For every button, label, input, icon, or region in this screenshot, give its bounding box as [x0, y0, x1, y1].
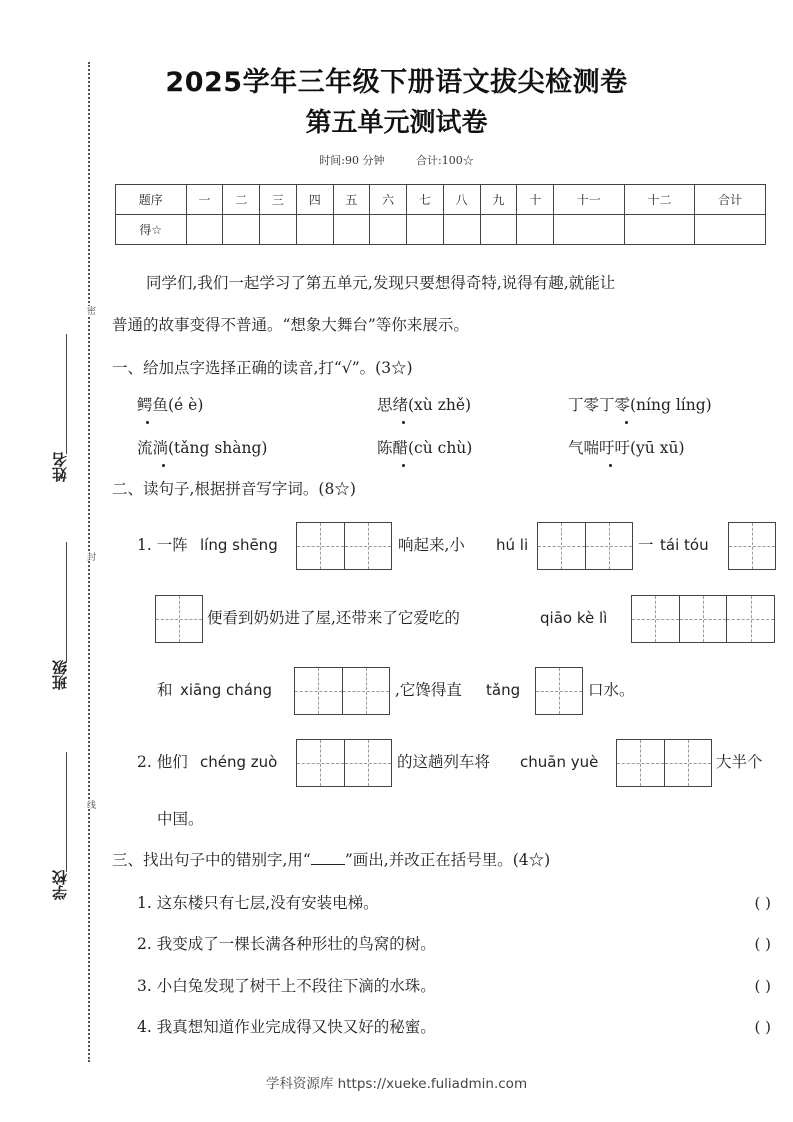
score-cell[interactable] — [333, 215, 370, 245]
name-label: 姓名 — [51, 452, 69, 482]
score-cell[interactable] — [407, 215, 444, 245]
score-value-row — [116, 215, 766, 245]
name-blank[interactable] — [66, 334, 67, 454]
answer-parentheses[interactable]: ( ) — [754, 977, 771, 995]
exam-total: 合计:100☆ — [416, 154, 474, 167]
answer-grid[interactable] — [631, 595, 775, 643]
section2-heading: 二、读句子,根据拼音写字词。(8☆) — [112, 480, 356, 498]
emphasis-dot — [402, 464, 405, 467]
intro-line-1: 同学们,我们一起学习了第五单元,发现只要想得奇特,说得有趣,就能让 — [146, 274, 616, 292]
answer-grid[interactable] — [294, 667, 390, 715]
score-header-cell: 四 — [296, 185, 333, 215]
seal-mark-mi: 密 — [85, 306, 95, 315]
score-header-cell: 七 — [407, 185, 444, 215]
score-cell[interactable] — [517, 215, 554, 245]
section3-heading-a: 三、找出句子中的错别字,用“ — [112, 851, 311, 869]
score-table — [115, 184, 766, 245]
pinyin-prompt: xiāng cháng — [180, 681, 273, 699]
score-header-cell: 九 — [480, 185, 517, 215]
pinyin-prompt: hú li — [496, 536, 529, 554]
page-title: 2025学年三年级下册语文拔尖检测卷 — [165, 67, 628, 98]
footer-watermark: 学科资源库 https://xueke.fuliadmin.com — [265, 1076, 528, 1092]
school-blank[interactable] — [66, 752, 67, 872]
reading-item: 陈醋(cù chù) — [377, 439, 473, 457]
score-header-cell: 题序 — [116, 185, 187, 215]
score-header-cell: 合计 — [695, 185, 766, 215]
sentence-text: 和 — [157, 681, 173, 699]
sentence-text: 的这趟列车将 — [397, 753, 491, 771]
exam-info — [0, 152, 793, 168]
reading-item: 思绪(xù zhě) — [377, 396, 472, 414]
answer-parentheses[interactable]: ( ) — [754, 1018, 771, 1036]
score-header-cell: 二 — [223, 185, 260, 215]
emphasis-dot — [146, 421, 149, 424]
answer-grid[interactable] — [535, 667, 583, 715]
pinyin-prompt: líng shēng — [200, 536, 278, 554]
section1-heading: 一、给加点字选择正确的读音,打“√”。(3☆) — [112, 359, 413, 377]
score-cell[interactable] — [695, 215, 766, 245]
exam-time: 时间:90 分钟 — [319, 154, 385, 167]
reading-item: 鳄鱼(é è) — [137, 396, 204, 414]
section3-heading-b: ”画出,并改正在括号里。(4☆) — [344, 851, 551, 869]
underline-sample — [311, 852, 345, 865]
score-header-row — [116, 185, 766, 215]
score-cell[interactable] — [186, 215, 223, 245]
sentence-text: 口水。 — [588, 681, 635, 699]
q1-prefix: 1. 一阵 — [137, 536, 188, 554]
pinyin-prompt: chuān yuè — [520, 753, 599, 771]
pinyin-prompt: chéng zuò — [200, 753, 278, 771]
correction-item[interactable]: 2. 我变成了一棵长满各种形壮的鸟窝的树。 — [137, 935, 436, 953]
class-label: 班级 — [51, 660, 69, 690]
sentence-text: 中国。 — [157, 810, 204, 828]
score-cell[interactable] — [296, 215, 333, 245]
sentence-text: 一 — [638, 536, 654, 554]
seal-mark-xian: 线 — [85, 800, 95, 809]
intro-line-2: 普通的故事变得不普通。“想象大舞台”等你来展示。 — [112, 316, 469, 334]
score-cell[interactable] — [260, 215, 297, 245]
school-label: 学校 — [51, 870, 69, 900]
score-cell[interactable] — [624, 215, 695, 245]
score-cell[interactable] — [223, 215, 260, 245]
emphasis-dot — [402, 421, 405, 424]
correction-item[interactable]: 4. 我真想知道作业完成得又快又好的秘蜜。 — [137, 1018, 436, 1036]
answer-parentheses[interactable]: ( ) — [754, 894, 771, 912]
class-blank[interactable] — [66, 542, 67, 662]
correction-item[interactable]: 3. 小白兔发现了树干上不段往下滴的水珠。 — [137, 977, 436, 995]
sentence-text: 响起来,小 — [398, 536, 465, 554]
emphasis-dot — [162, 464, 165, 467]
answer-grid[interactable] — [728, 522, 776, 570]
answer-grid[interactable] — [296, 739, 392, 787]
answer-parentheses[interactable]: ( ) — [754, 935, 771, 953]
score-header-cell: 一 — [186, 185, 223, 215]
q2-prefix: 2. 他们 — [137, 753, 188, 771]
binding-dotted-line — [88, 62, 90, 1062]
emphasis-dot — [625, 421, 628, 424]
sentence-text: 便看到奶奶进了屋,还带来了它爱吃的 — [207, 609, 460, 627]
seal-mark-feng: 封 — [85, 552, 95, 561]
reading-item: 气喘吁吁(yū xū) — [568, 439, 685, 457]
score-header-cell: 十 — [517, 185, 554, 215]
pinyin-prompt: tái tóu — [660, 536, 709, 554]
reading-item: 丁零丁零(níng líng) — [568, 396, 712, 414]
score-header-cell: 五 — [333, 185, 370, 215]
score-cell[interactable] — [443, 215, 480, 245]
correction-item[interactable]: 1. 这东楼只有七层,没有安装电梯。 — [137, 894, 379, 912]
score-cell[interactable] — [480, 215, 517, 245]
score-header-cell: 三 — [260, 185, 297, 215]
answer-grid[interactable] — [155, 595, 203, 643]
reading-item: 流淌(tǎng shàng) — [137, 439, 268, 457]
score-row-label: 得☆ — [116, 215, 187, 245]
score-cell[interactable] — [370, 215, 407, 245]
emphasis-dot — [609, 464, 612, 467]
score-cell[interactable] — [553, 215, 624, 245]
sentence-text: 大半个 — [716, 753, 763, 771]
section3-heading — [112, 852, 550, 869]
score-header-cell: 六 — [370, 185, 407, 215]
sentence-text: ,它馋得直 — [395, 681, 462, 699]
answer-grid[interactable] — [296, 522, 392, 570]
score-header-cell: 十二 — [624, 185, 695, 215]
score-header-cell: 十一 — [553, 185, 624, 215]
page-subtitle: 第五单元测试卷 — [305, 108, 488, 138]
score-header-cell: 八 — [443, 185, 480, 215]
pinyin-prompt: tǎng — [486, 681, 521, 699]
pinyin-prompt: qiāo kè lì — [540, 609, 608, 627]
answer-grid[interactable] — [616, 739, 712, 787]
answer-grid[interactable] — [537, 522, 633, 570]
